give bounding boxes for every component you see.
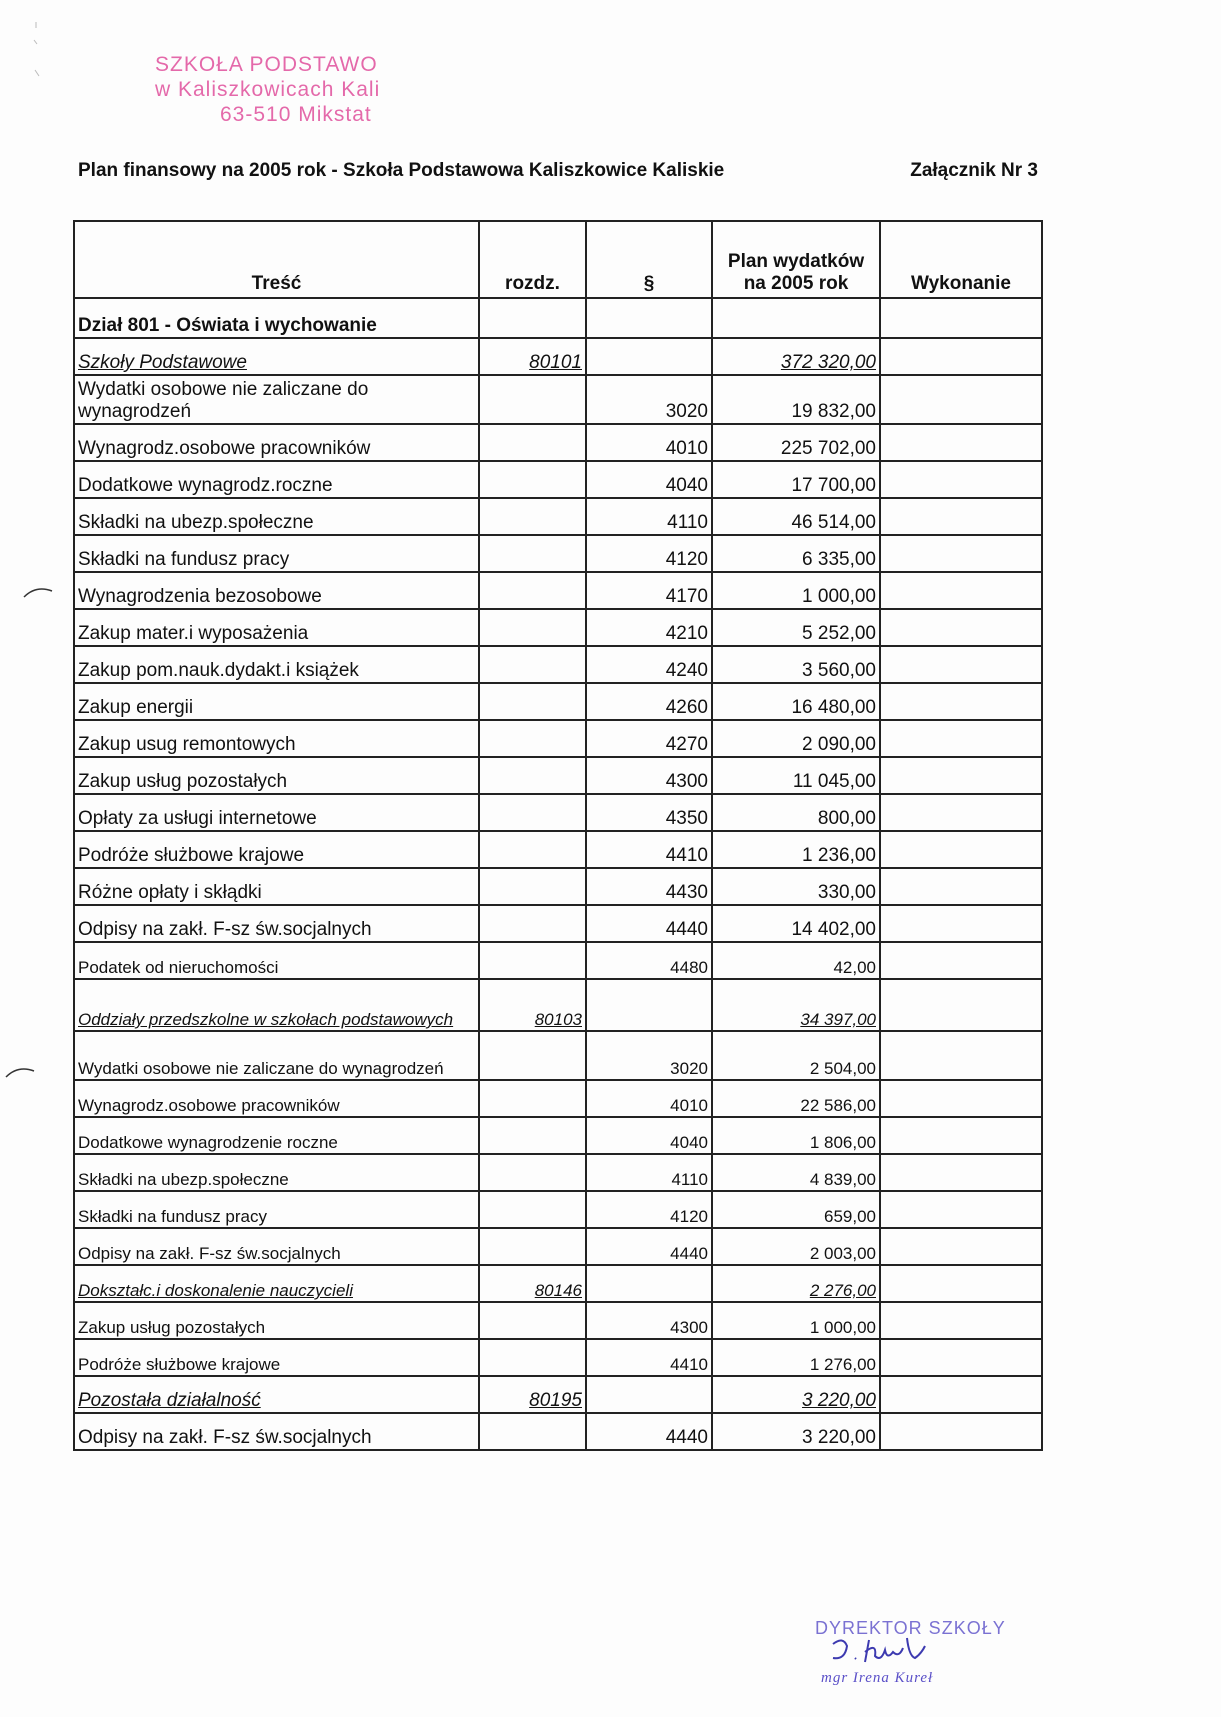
cell-tresc: Składki na fundusz pracy xyxy=(74,535,479,572)
stamp-line-1: SZKOŁA PODSTAWO xyxy=(155,53,378,76)
cell-rozdz xyxy=(479,1302,586,1339)
table-row xyxy=(74,535,1042,572)
header-wykonanie: Wykonanie xyxy=(880,221,1042,298)
cell-paragraf: 4410 xyxy=(586,831,712,868)
stamp-line-3: 63-510 Mikstat xyxy=(220,103,372,126)
page-title: Plan finansowy na 2005 rok - Szkoła Podstawowa Kaliszkowice Kaliskie xyxy=(78,160,725,181)
table-row xyxy=(74,905,1042,942)
cell-plan: 34 397,00 xyxy=(712,979,880,1031)
table-row xyxy=(74,1080,1042,1117)
cell-wykonanie xyxy=(880,1154,1042,1191)
cell-rozdz xyxy=(479,1339,586,1376)
cell-rozdz xyxy=(479,1031,586,1080)
table-body xyxy=(74,298,1042,1450)
table-row xyxy=(74,868,1042,905)
subsection-row xyxy=(74,1265,1042,1302)
cell-rozdz xyxy=(479,375,586,424)
cell-rozdz xyxy=(479,942,586,979)
cell-plan: 1 806,00 xyxy=(712,1117,880,1154)
cell-plan: 19 832,00 xyxy=(712,375,880,424)
cell-rozdz xyxy=(479,1191,586,1228)
table-row xyxy=(74,942,1042,979)
cell-rozdz xyxy=(479,720,586,757)
cell-rozdz xyxy=(479,757,586,794)
cell-rozdz: 80146 xyxy=(479,1265,586,1302)
margin-mark-top xyxy=(30,20,42,85)
cell-paragraf: 4440 xyxy=(586,905,712,942)
header-plan-line-2: na 2005 rok xyxy=(743,273,849,294)
attachment-label: Załącznik Nr 3 xyxy=(910,160,1038,181)
cell-paragraf: 4430 xyxy=(586,868,712,905)
cell-rozdz xyxy=(479,609,586,646)
cell-plan: 2 003,00 xyxy=(712,1228,880,1265)
cell-plan: 2 276,00 xyxy=(712,1265,880,1302)
cell-tresc: Zakup usug remontowych xyxy=(74,720,479,757)
cell-rozdz xyxy=(479,831,586,868)
cell-paragraf: 4480 xyxy=(586,942,712,979)
cell-paragraf: 4120 xyxy=(586,535,712,572)
table-row xyxy=(74,683,1042,720)
header-plan-line-1: Plan wydatków xyxy=(727,251,865,272)
cell-tresc: Składki na ubezp.społeczne xyxy=(74,1154,479,1191)
cell-plan: 16 480,00 xyxy=(712,683,880,720)
cell-paragraf: 3020 xyxy=(586,375,712,424)
table-row xyxy=(74,1339,1042,1376)
cell-plan: 659,00 xyxy=(712,1191,880,1228)
cell-rozdz xyxy=(479,1117,586,1154)
cell-paragraf: 4270 xyxy=(586,720,712,757)
cell-tresc: Różne opłaty i skłądki xyxy=(74,868,479,905)
cell-paragraf: 4010 xyxy=(586,424,712,461)
cell-plan: 14 402,00 xyxy=(712,905,880,942)
table-row xyxy=(74,461,1042,498)
cell-paragraf: 4440 xyxy=(586,1228,712,1265)
cell-wykonanie xyxy=(880,1339,1042,1376)
cell-plan: 3 220,00 xyxy=(712,1376,880,1413)
table-row xyxy=(74,424,1042,461)
cell-tresc: Podróże służbowe krajowe xyxy=(74,831,479,868)
cell-plan: 1 236,00 xyxy=(712,831,880,868)
cell-wykonanie xyxy=(880,794,1042,831)
cell-wykonanie xyxy=(880,609,1042,646)
cell-paragraf xyxy=(586,979,712,1031)
cell-tresc: Wynagrodzenia bezosobowe xyxy=(74,572,479,609)
signature-title: DYREKTOR SZKOŁY xyxy=(815,1618,1006,1638)
margin-mark-hole-2 xyxy=(4,1065,36,1084)
cell-wykonanie xyxy=(880,498,1042,535)
cell-wykonanie xyxy=(880,572,1042,609)
cell-wykonanie xyxy=(880,646,1042,683)
cell-wykonanie xyxy=(880,683,1042,720)
cell-tresc: Opłaty za usługi internetowe xyxy=(74,794,479,831)
cell-wykonanie xyxy=(880,1080,1042,1117)
cell-paragraf: 4300 xyxy=(586,757,712,794)
cell-paragraf: 4040 xyxy=(586,1117,712,1154)
cell-wykonanie xyxy=(880,831,1042,868)
cell-rozdz xyxy=(479,535,586,572)
cell-tresc: Dodatkowe wynagrodz.roczne xyxy=(74,461,479,498)
signature-stamp xyxy=(815,1618,1006,1686)
cell-tresc: Zakup usług pozostałych xyxy=(74,1302,479,1339)
cell-plan: 1 276,00 xyxy=(712,1339,880,1376)
cell-paragraf: 4300 xyxy=(586,1302,712,1339)
cell-rozdz xyxy=(479,868,586,905)
cell-rozdz: 80103 xyxy=(479,979,586,1031)
table-row xyxy=(74,572,1042,609)
cell-paragraf: 4040 xyxy=(586,461,712,498)
cell-paragraf: 4410 xyxy=(586,1339,712,1376)
subsection-row xyxy=(74,338,1042,375)
cell-paragraf: 4440 xyxy=(586,1413,712,1450)
cell-rozdz xyxy=(479,794,586,831)
cell-plan: 2 504,00 xyxy=(712,1031,880,1080)
cell-paragraf: 4170 xyxy=(586,572,712,609)
table-row xyxy=(74,1117,1042,1154)
cell-plan: 3 220,00 xyxy=(712,1413,880,1450)
cell-rozdz xyxy=(479,424,586,461)
handwritten-signature xyxy=(825,1632,935,1672)
cell-paragraf: 4120 xyxy=(586,1191,712,1228)
header-tresc: Treść xyxy=(74,221,479,298)
dzial-row xyxy=(74,298,1042,338)
cell-wykonanie xyxy=(880,375,1042,424)
financial-plan-table xyxy=(73,220,1043,1451)
cell-paragraf xyxy=(586,1265,712,1302)
cell-plan: 2 090,00 xyxy=(712,720,880,757)
cell-rozdz: 80101 xyxy=(479,338,586,375)
cell-tresc: Odpisy na zakł. F-sz św.socjalnych xyxy=(74,1228,479,1265)
header-rozdz: rozdz. xyxy=(479,221,586,298)
cell-rozdz xyxy=(479,905,586,942)
cell-wykonanie xyxy=(880,1191,1042,1228)
cell-tresc: Odpisy na zakł. F-sz św.socjalnych xyxy=(74,905,479,942)
cell-plan: 4 839,00 xyxy=(712,1154,880,1191)
cell-rozdz xyxy=(479,1080,586,1117)
cell-tresc: Wynagrodz.osobowe pracowników xyxy=(74,424,479,461)
cell-tresc: Dodatkowe wynagrodzenie roczne xyxy=(74,1117,479,1154)
subsection-row xyxy=(74,1376,1042,1413)
table-row xyxy=(74,1228,1042,1265)
cell-wykonanie xyxy=(880,461,1042,498)
cell-rozdz xyxy=(479,461,586,498)
cell-rozdz xyxy=(479,498,586,535)
cell-tresc: Odpisy na zakł. F-sz św.socjalnych xyxy=(74,1413,479,1450)
cell-wykonanie xyxy=(880,535,1042,572)
cell-plan: 17 700,00 xyxy=(712,461,880,498)
cell-plan: 225 702,00 xyxy=(712,424,880,461)
cell-wykonanie xyxy=(880,979,1042,1031)
cell-plan: 330,00 xyxy=(712,868,880,905)
school-stamp xyxy=(155,52,380,127)
table-row xyxy=(74,757,1042,794)
table-row xyxy=(74,646,1042,683)
cell-wykonanie xyxy=(880,905,1042,942)
cell-tresc: Zakup pom.nauk.dydakt.i książek xyxy=(74,646,479,683)
cell-wykonanie xyxy=(880,1265,1042,1302)
cell-wykonanie xyxy=(880,720,1042,757)
cell-paragraf: 3020 xyxy=(586,1031,712,1080)
signature-name: mgr Irena Kureł xyxy=(821,1670,934,1686)
cell-tresc: Zakup energii xyxy=(74,683,479,720)
cell-rozdz xyxy=(479,683,586,720)
cell-wykonanie xyxy=(880,942,1042,979)
table-row xyxy=(74,794,1042,831)
cell-plan: 22 586,00 xyxy=(712,1080,880,1117)
cell-plan: 3 560,00 xyxy=(712,646,880,683)
cell-paragraf: 4010 xyxy=(586,1080,712,1117)
table-row xyxy=(74,1154,1042,1191)
cell-plan: 11 045,00 xyxy=(712,757,880,794)
cell-tresc: Szkoły Podstawowe xyxy=(74,338,479,375)
cell-plan: 46 514,00 xyxy=(712,498,880,535)
cell-tresc: Oddziały przedszkolne w szkołach podstawowych xyxy=(74,979,479,1031)
dzial-label: Dział 801 - Oświata i wychowanie xyxy=(74,298,479,338)
table-row xyxy=(74,831,1042,868)
cell-plan: 372 320,00 xyxy=(712,338,880,375)
cell-tresc: Dokształc.i doskonalenie nauczycieli xyxy=(74,1265,479,1302)
table-row xyxy=(74,1413,1042,1450)
header-plan xyxy=(712,221,880,298)
cell-rozdz xyxy=(479,572,586,609)
header-paragraf: § xyxy=(586,221,712,298)
cell-wykonanie xyxy=(880,1413,1042,1450)
cell-tresc: Wynagrodz.osobowe pracowników xyxy=(74,1080,479,1117)
cell-tresc: Podróże służbowe krajowe xyxy=(74,1339,479,1376)
cell-plan: 1 000,00 xyxy=(712,1302,880,1339)
subsection-row xyxy=(74,979,1042,1031)
cell-paragraf: 4350 xyxy=(586,794,712,831)
cell-rozdz xyxy=(479,1154,586,1191)
cell-wykonanie xyxy=(880,1228,1042,1265)
table-row xyxy=(74,1191,1042,1228)
cell-plan: 42,00 xyxy=(712,942,880,979)
cell-plan: 800,00 xyxy=(712,794,880,831)
margin-mark-hole-1 xyxy=(22,585,54,604)
cell-rozdz xyxy=(479,646,586,683)
cell-wykonanie xyxy=(880,1376,1042,1413)
cell-rozdz xyxy=(479,1228,586,1265)
cell-paragraf: 4210 xyxy=(586,609,712,646)
cell-plan: 1 000,00 xyxy=(712,572,880,609)
table-row xyxy=(74,720,1042,757)
table-row xyxy=(74,609,1042,646)
cell-rozdz: 80195 xyxy=(479,1376,586,1413)
cell-tresc: Zakup usług pozostałych xyxy=(74,757,479,794)
table-row xyxy=(74,1302,1042,1339)
cell-tresc: Zakup mater.i wyposażenia xyxy=(74,609,479,646)
cell-paragraf: 4240 xyxy=(586,646,712,683)
table-row xyxy=(74,375,1042,424)
cell-wykonanie xyxy=(880,424,1042,461)
cell-plan: 6 335,00 xyxy=(712,535,880,572)
cell-wykonanie xyxy=(880,868,1042,905)
cell-paragraf: 4110 xyxy=(586,498,712,535)
cell-paragraf xyxy=(586,1376,712,1413)
cell-wykonanie xyxy=(880,757,1042,794)
cell-plan: 5 252,00 xyxy=(712,609,880,646)
stamp-line-2: w Kaliszkowicach Kali xyxy=(155,78,381,101)
table-row xyxy=(74,1031,1042,1080)
cell-wykonanie xyxy=(880,338,1042,375)
cell-tresc: Pozostała działalność xyxy=(74,1376,479,1413)
cell-tresc: Składki na fundusz pracy xyxy=(74,1191,479,1228)
cell-rozdz xyxy=(479,1413,586,1450)
page-header xyxy=(78,160,1038,182)
cell-tresc: Składki na ubezp.społeczne xyxy=(74,498,479,535)
cell-wykonanie xyxy=(880,1302,1042,1339)
cell-wykonanie xyxy=(880,1117,1042,1154)
table-header-row xyxy=(74,221,1042,298)
cell-paragraf xyxy=(586,338,712,375)
cell-paragraf: 4110 xyxy=(586,1154,712,1191)
table-row xyxy=(74,498,1042,535)
cell-tresc: Wydatki osobowe nie zaliczane do wynagrodzeń xyxy=(74,375,479,424)
cell-paragraf: 4260 xyxy=(586,683,712,720)
cell-tresc: Podatek od nieruchomości xyxy=(74,942,479,979)
cell-tresc: Wydatki osobowe nie zaliczane do wynagrodzeń xyxy=(74,1031,479,1080)
cell-wykonanie xyxy=(880,1031,1042,1080)
